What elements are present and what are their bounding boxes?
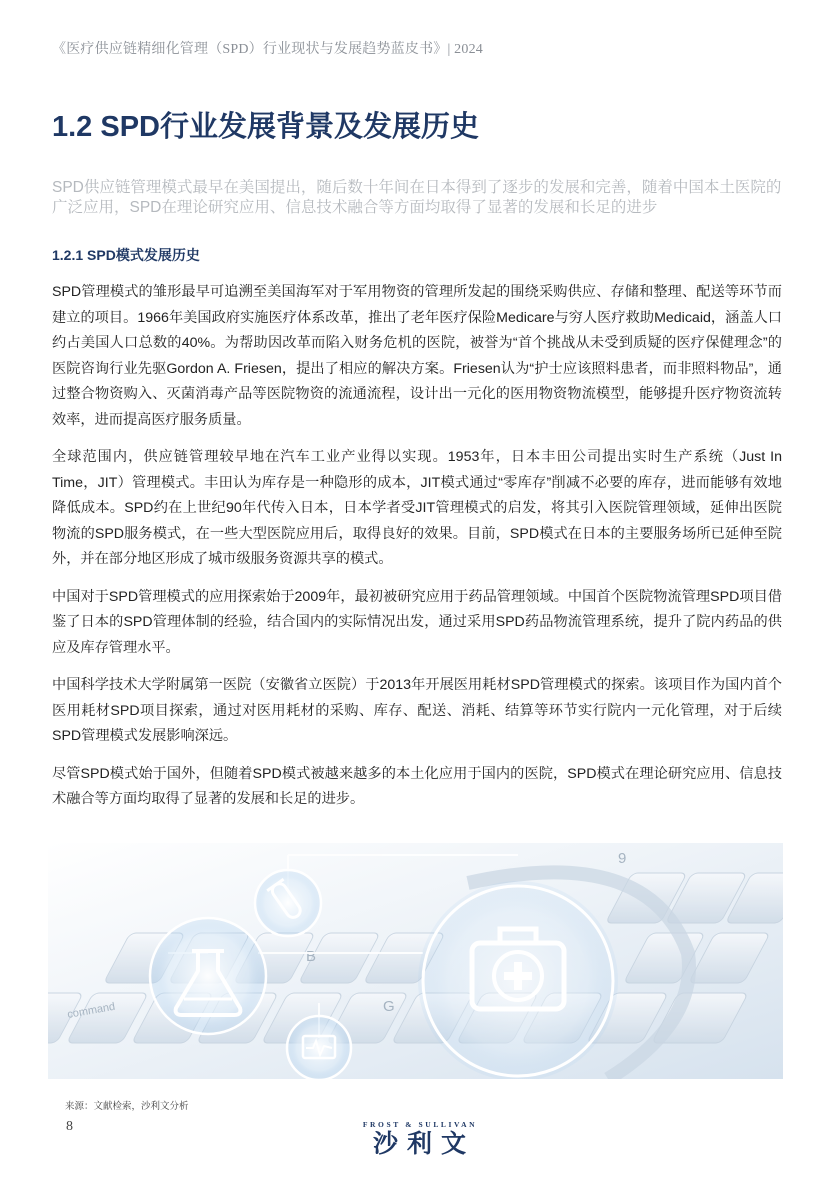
- paragraph: 中国科学技术大学附属第一医院（安徽省立医院）于2013年开展医用耗材SPD管理模式的探索。该项目作为国内首个医用耗材SPD项目探索，通过对医用耗材的采购、库存、配送、消耗、结算等环节实行院内一元化管理，对于后续SPD管理模式发展影响深远。: [52, 677, 782, 744]
- page-number: 8: [66, 1119, 73, 1134]
- running-header: 《医疗供应链精细化管理（SPD）行业现状与发展趋势蓝皮书》| 2024: [52, 42, 483, 57]
- subsection-title: 1.2.1 SPD模式发展历史: [52, 247, 200, 263]
- logo-english: FROST & SULLIVAN: [362, 1120, 478, 1129]
- paragraph: 全球范围内，供应链管理较早地在汽车工业产业得以实现。1953年，日本丰田公司提出实时生产系统（Just In Time，JIT）管理模式。丰田认为库存是一种隐形的成本，JIT模式通过“零库存”削减不必要的库存，进而能够有效地降低成本。SPD约在上世纪90年代传入日本，日本学者受JIT管理模式的启发，将其引入医院管理领域，延伸出医院物流的SPD服务模式，在一些大型医院应用后，取得良好的效果。目前，SPD模式在日本的主要服务场所已延伸至院外，并在部分地区形成了城市级服务资源共享的模式。: [52, 449, 782, 567]
- first-aid-kit-icon: [418, 881, 618, 1079]
- flask-icon: [150, 918, 266, 1034]
- key-label: command: [66, 1000, 117, 1021]
- section-lead: SPD供应链管理模式最早在美国提出，随后数十年间在日本得到了逐步的发展和完善，随着中国本土医院的广泛应用，SPD在理论研究应用、信息技术融合等方面均取得了显著的发展和长足的进步: [52, 179, 782, 216]
- key-label: 9: [618, 850, 627, 867]
- paragraph: 中国对于SPD管理模式的应用探索始于2009年，最初被研究应用于药品管理领域。中国首个医院物流管理SPD项目借鉴了日本的SPD管理体制的经验，结合国内的实际情况出发，通过采用SPD药品物流管理系统，提升了院内药品的供应及库存管理水平。: [52, 588, 782, 656]
- source-note: 来源：文献检索，沙利文分析: [65, 1101, 189, 1112]
- section-title: 1.2 SPD行业发展背景及发展历史: [52, 111, 479, 143]
- body-text: [52, 280, 782, 825]
- test-tube-icon: [255, 870, 321, 936]
- key-label: B: [306, 948, 317, 965]
- paragraph: 尽管SPD模式始于国外，但随着SPD模式被越来越多的本土化应用于国内的医院，SPD模式在理论研究应用、信息技术融合等方面均取得了显著的发展和长足的进步。: [52, 765, 782, 807]
- logo-chinese: 沙利文: [372, 1130, 475, 1158]
- frost-sullivan-logo: [350, 1120, 490, 1159]
- heartbeat-monitor-icon: [287, 1016, 351, 1079]
- key-label: G: [383, 998, 395, 1015]
- paragraph: SPD管理模式的雏形最早可追溯至美国海军对于军用物资的管理所发起的围绕采购供应、存储和整理、配送等环节而建立的项目。1966年美国政府实施医疗体系改革，推出了老年医疗保险Medicare与穷人医疗救助Medicaid，涵盖人口约占美国人口总数的40%。为帮助因改革而陷入财务危机的医院，被誉为“首个挑战从未受到质疑的医疗保健理念”的医院咨询行业先驱Gordon A. Friesen，提出了相应的解决方案。Friesen认为“护士应该照料患者，而非照料物品”，通过整合物资购入、灭菌消毒产品等医院物资的流通流程，设计出一元化的医用物资物流模型，能够提升医疗物资流转效率，进而提高医疗服务质量。: [52, 284, 782, 428]
- medical-keyboard-illustration: [48, 843, 783, 1079]
